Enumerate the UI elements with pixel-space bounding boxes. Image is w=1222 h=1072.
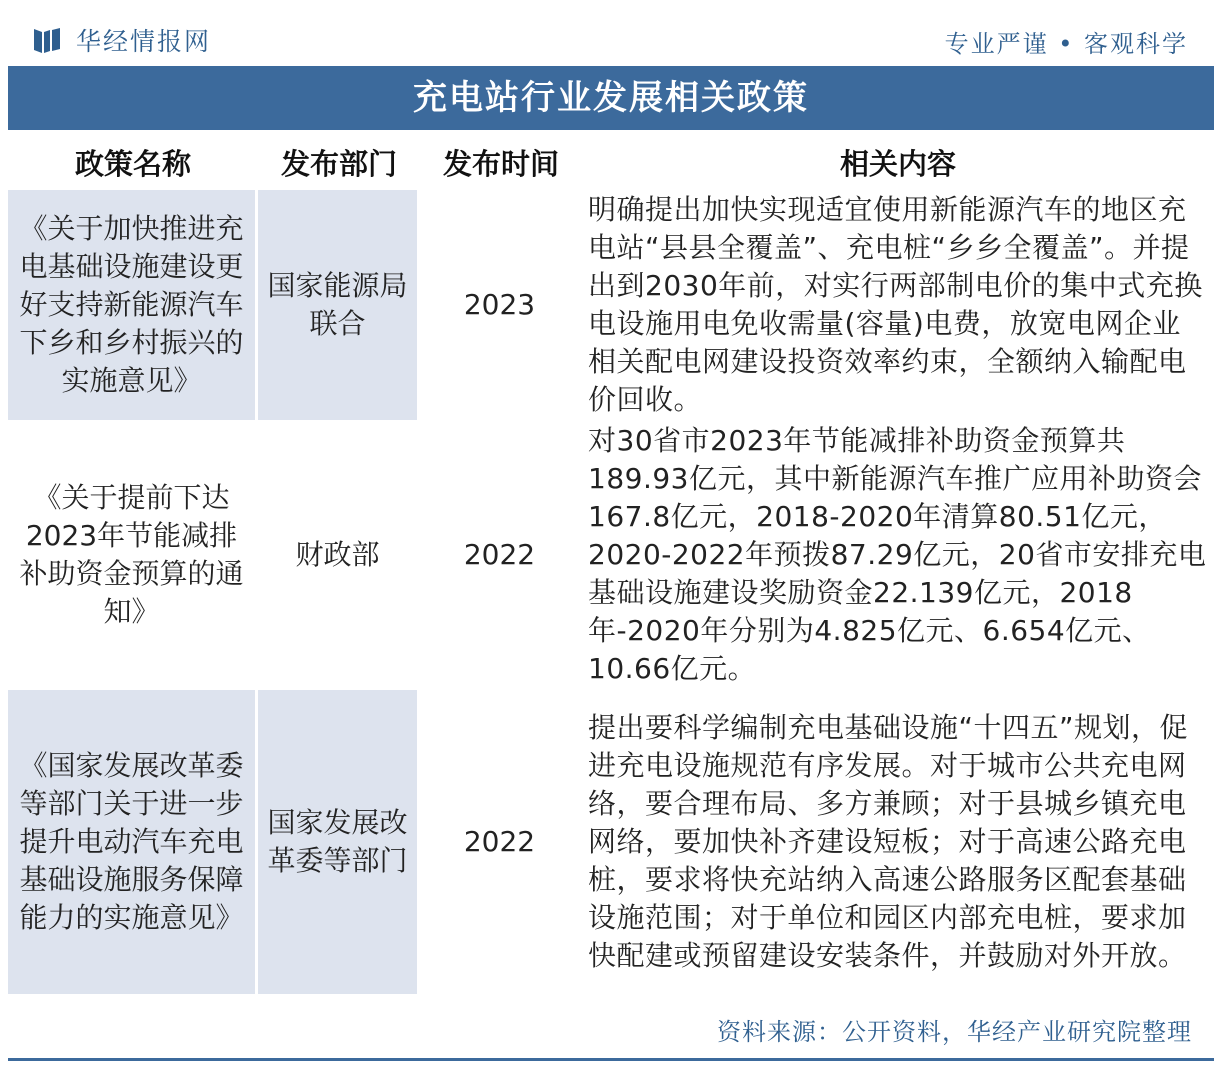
policy-content: 提出要科学编制充电基础设施“十四五”规划，促进充电设施规范有序发展。对于城市公共充电网络，要合理布局、多方兼顾；对于县城乡镇充电网络，要加快补齐建设短板；对于高速公路充电桩，要求将快充站纳入高速公路服务区配套基础设施范围；对于单位和园区内部充电桩，要求加快配建或预留建设安装条件，并鼓励对外开放。 [588, 711, 1189, 972]
top-header [0, 0, 1222, 66]
policy-content: 明确提出加快实现适宜使用新能源汽车的地区充电站“县县全覆盖”、充电桩“乡乡全覆盖”。并提出到2030年前，对实行两部制电价的集中式充换电设施用电免收需量(容量)电费，放宽电网企业相关配电网建设投资效率约束，全额纳入输配电价回收。 [588, 193, 1203, 416]
dept-cell [258, 690, 420, 994]
policy-name: 《国家发展改革委等部门关于进一步提升电动汽车充电基础设施服务保障能力的实施意见》 [19, 749, 244, 934]
dept-cell [258, 420, 420, 690]
column-header: 政策名称 [8, 134, 258, 190]
policy-name-cell [8, 420, 258, 690]
book-bars-icon [32, 25, 62, 55]
page-title: 充电站行业发展相关政策 [8, 66, 1214, 130]
policy-dept: 财政部 [295, 538, 380, 571]
column-header: 发布部门 [258, 134, 420, 190]
policy-year: 2022 [463, 538, 536, 571]
source-note: 资料来源：公开资料，华经产业研究院整理 [717, 1018, 1192, 1046]
dept-cell [258, 190, 420, 420]
policy-name: 《关于加快推进充电基础设施建设更好支持新能源汽车下乡和乡村振兴的实施意见》 [19, 212, 244, 397]
policy-dept: 国家发展改革委等部门 [267, 806, 408, 877]
brand-logo [32, 22, 211, 58]
content-cell [582, 190, 1214, 420]
table-row [8, 690, 1214, 994]
column-header: 相关内容 [582, 134, 1214, 190]
policy-year: 2023 [463, 288, 536, 321]
slogan: 专业严谨 • 客观科学 [944, 30, 1188, 58]
year-cell [420, 690, 582, 994]
column-header: 发布时间 [420, 134, 582, 190]
policy-name-cell [8, 190, 258, 420]
year-cell [420, 190, 582, 420]
policy-content: 对30省市2023年节能减排补助资金预算共189.93亿元，其中新能源汽车推广应用补助资会167.8亿元，2018-2020年清算80.51亿元，2020-2022年预拨87.29亿元，20省市安排充电基础设施建设奖励资金22.139亿元，2018年-2020年分别为4.825亿元、6.654亿元、10.66亿元。 [588, 424, 1207, 685]
policy-table [8, 134, 1214, 994]
policy-dept: 国家能源局联合 [267, 269, 408, 340]
year-cell [420, 420, 582, 690]
bottom-divider [8, 1058, 1214, 1061]
table-header-row [8, 134, 1214, 190]
policy-name-cell [8, 690, 258, 994]
brand-name: 华经情报网 [76, 27, 212, 56]
policy-name: 《关于提前下达2023年节能减排补助资金预算的通知》 [19, 481, 244, 628]
policy-year: 2022 [463, 825, 536, 858]
content-cell [582, 420, 1214, 690]
content-cell [582, 690, 1214, 994]
table-row [8, 420, 1214, 690]
table-row [8, 190, 1214, 420]
